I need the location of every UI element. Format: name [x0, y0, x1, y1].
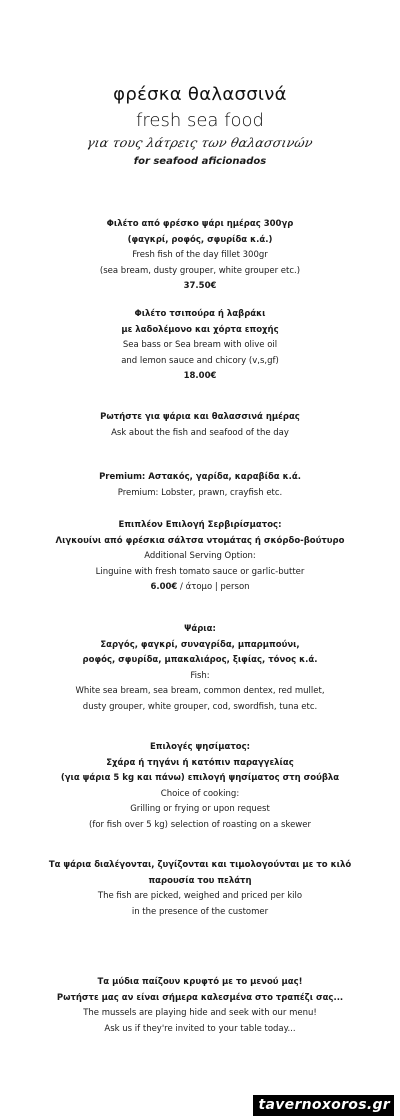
- menu-line-english: Premium: Lobster, prawn, crayfish etc.: [117, 487, 283, 498]
- menu-line-greek: Σαργός, φαγκρί, συναγρίδα, μπαρμπούνι,: [100, 639, 300, 650]
- menu-line-greek: Επιπλέον Επιλογή Σερβιρίσματος:: [118, 520, 282, 530]
- tagline: for seafood aficionados: [133, 156, 267, 167]
- menu-line-english: Fish:: [190, 670, 210, 681]
- menu-line-greek: με λαδολέμονο και χόρτα εποχής: [121, 324, 279, 335]
- menu-item: [10, 217, 390, 295]
- menu-line-greek: Τα μύδια παίζουν κρυφτό με το μενού μας!: [97, 977, 303, 987]
- menu-line-english: Linguine with fresh tomato sauce or garlic-butter: [95, 566, 305, 577]
- menu-line-english: Fresh fish of the day fillet 300gr: [132, 250, 268, 260]
- menu-item: [10, 307, 390, 385]
- script-subtitle: για τους λάτρεις των θαλασσινών: [85, 135, 315, 150]
- menu-line-greek: (φαγκρί, ροφός, σφυρίδα κ.ά.): [127, 234, 273, 245]
- menu-line-english: The fish are picked, weighed and priced per kilo: [97, 891, 303, 901]
- menu-line-english: The mussels are playing hide and seek with our menu!: [83, 1008, 317, 1018]
- menu-line-english: Sea bass or Sea bream with olive oil: [122, 340, 278, 350]
- menu-line-greek: Επιλογές ψησίματος:: [149, 742, 251, 752]
- menu-line-english: dusty grouper, white grouper, cod, swordfish, tuna etc.: [82, 701, 318, 712]
- menu-line-greek: παρουσία του πελάτη: [148, 875, 252, 886]
- menu-line-greek: (για ψάρια 5 kg και πάνω) επιλογή ψησίματος στη σούβλα: [60, 773, 340, 783]
- menu-line-greek: Σχάρα ή τηγάνι ή κατόπιν παραγγελίας: [106, 757, 294, 768]
- price-line: [10, 580, 390, 596]
- menu-line-greek: Ρωτήστε μας αν είναι σήμερα καλεσμένα στο τραπέζι σας...: [56, 992, 344, 1003]
- menu-line-english: Additional Serving Option:: [144, 551, 256, 561]
- menu-line-greek: Τα ψάρια διαλέγονται, ζυγίζονται και τιμολογούνται με το κιλό: [48, 860, 352, 870]
- menu-line-greek: Premium: Αστακός, γαρίδα, καραβίδα κ.ά.: [99, 472, 301, 482]
- menu-item: [10, 740, 390, 833]
- price: 6.00€: [150, 582, 178, 592]
- menu-item: [10, 470, 390, 501]
- menu-line-greek: 18.00€: [183, 371, 217, 381]
- menu-line-english: (sea bream, dusty grouper, white grouper etc.): [99, 265, 301, 276]
- menu-title-greek: φρέσκα θαλασσινά: [113, 84, 287, 105]
- menu-title-english: fresh sea food: [136, 110, 264, 131]
- menu-item: [10, 858, 390, 920]
- menu-line-english: Ask about the fish and seafood of the day: [111, 427, 289, 438]
- menu-line-english: Grilling or frying or upon request: [130, 804, 270, 814]
- menu-line-greek: Φιλέτο από φρέσκο ψάρι ημέρας 300γρ: [106, 219, 294, 229]
- menu-line-english: Choice of cooking:: [160, 788, 240, 799]
- menu-line-greek: Λιγκουίνι από φρέσκια σάλτσα ντομάτας ή σκόρδο-βούτυρο: [55, 535, 345, 546]
- menu-line-english: and lemon sauce and chicory (v,s,gf): [121, 355, 279, 366]
- menu-line-greek: ροφός, σφυρίδα, μπακαλιάρος, ξιφίας, τόνος κ.ά.: [82, 655, 318, 665]
- menu-line-english: (for fish over 5 kg) selection of roasting on a skewer: [89, 819, 311, 830]
- watermark: tavernoxoros.gr: [253, 1095, 395, 1116]
- menu-item: [10, 975, 390, 1037]
- menu-item: [10, 518, 390, 596]
- menu-line-greek: Ρωτήστε για ψάρια και θαλασσινά ημέρας: [100, 412, 300, 422]
- menu-line-greek: Ψάρια:: [184, 624, 216, 634]
- menu-line-greek: Φιλέτο τσιπούρα ή λαβράκι: [134, 309, 266, 319]
- menu-line-english: Ask us if they're invited to your table today...: [104, 1023, 296, 1034]
- menu-line-english: in the presence of the customer: [131, 906, 269, 917]
- menu-line-english: White sea bream, sea bream, common dentex, red mullet,: [75, 686, 325, 696]
- price-unit: / άτομο | person: [177, 582, 250, 592]
- menu-item: [10, 622, 390, 715]
- menu-item: [10, 410, 390, 441]
- menu-line-greek: 37.50€: [183, 281, 217, 291]
